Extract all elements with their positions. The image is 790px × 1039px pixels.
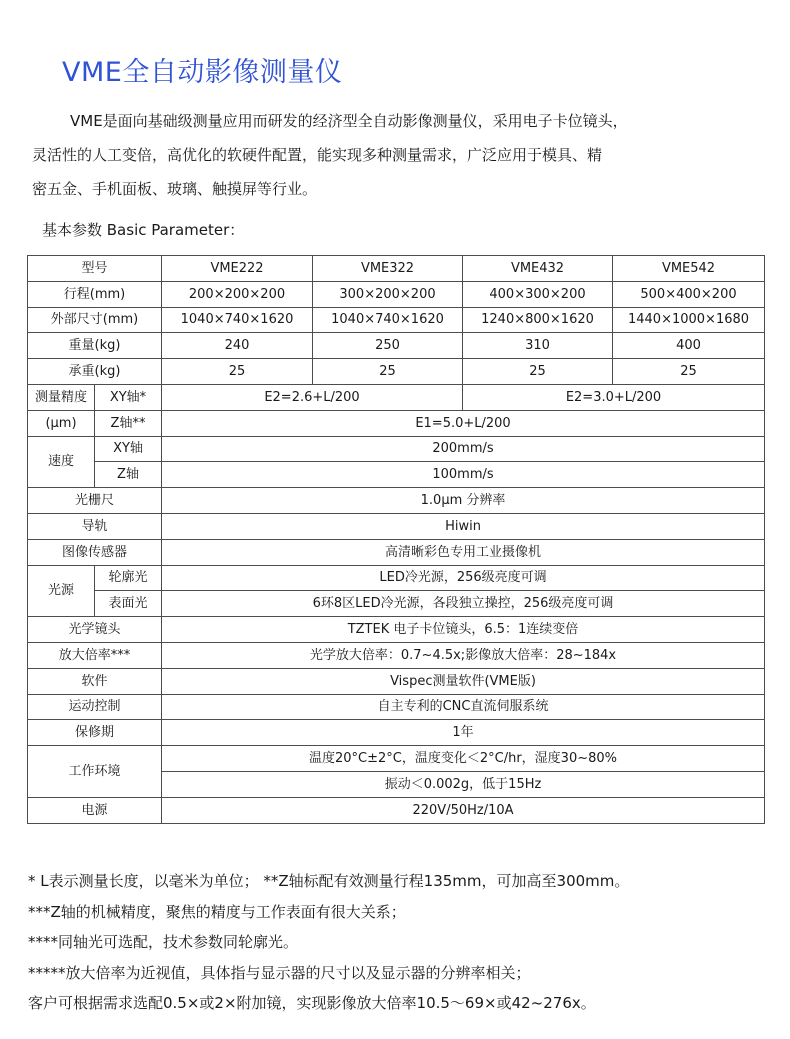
table-row xyxy=(28,668,765,694)
load-cell: 25 xyxy=(162,359,313,385)
power-label: 电源 xyxy=(28,797,162,823)
weight-cell: 310 xyxy=(463,333,613,359)
table-row xyxy=(28,307,765,333)
scale-value: 1.0μm 分辨率 xyxy=(162,488,765,514)
scale-label: 光栅尺 xyxy=(28,488,162,514)
xy-accuracy-label: XY轴* xyxy=(95,384,162,410)
z-speed: 100mm/s xyxy=(162,462,765,488)
speed-label: 速度 xyxy=(28,436,95,488)
mag-value: 光学放大倍率：0.7~4.5x;影像放大倍率：28~184x xyxy=(162,642,765,668)
model-cell: VME542 xyxy=(613,256,765,282)
intro-paragraph xyxy=(32,104,732,206)
xy-speed: 200mm/s xyxy=(162,436,765,462)
lens-value: TZTEK 电子卡位镜头，6.5：1连续变倍 xyxy=(162,617,765,643)
weight-cell: 240 xyxy=(162,333,313,359)
table-row xyxy=(28,384,765,410)
table-row xyxy=(28,720,765,746)
software-label: 软件 xyxy=(28,668,162,694)
footnote: * L表示测量长度，以毫米为单位； **Z轴标配有效测量行程135mm，可加高至300mm。 xyxy=(28,872,630,890)
table-row xyxy=(28,436,765,462)
footnote: ****同轴光可选配，技术参数同轮廓光。 xyxy=(28,933,299,951)
load-cell: 25 xyxy=(463,359,613,385)
mag-label: 放大倍率*** xyxy=(28,642,162,668)
table-row xyxy=(28,488,765,514)
table-row xyxy=(28,359,765,385)
z-accuracy: E1=5.0+L/200 xyxy=(162,410,765,436)
travel-cell: 300×200×200 xyxy=(313,281,463,307)
intro-line: VME是面向基础级测量应用而研发的经济型全自动影像测量仪，采用电子卡位镜头， xyxy=(70,112,628,130)
accuracy-label-2: (μm) xyxy=(28,410,95,436)
table-row xyxy=(28,513,765,539)
table-row xyxy=(28,539,765,565)
table-row xyxy=(28,333,765,359)
spec-table xyxy=(27,255,765,824)
size-label: 外部尺寸(mm) xyxy=(28,307,162,333)
weight-cell: 250 xyxy=(313,333,463,359)
software-value: Vispec测量软件(VME版) xyxy=(162,668,765,694)
warranty-value: 1年 xyxy=(162,720,765,746)
weight-label: 重量(kg) xyxy=(28,333,162,359)
table-row xyxy=(28,797,765,823)
xy-speed-label: XY轴 xyxy=(95,436,162,462)
size-cell: 1440×1000×1680 xyxy=(613,307,765,333)
model-label: 型号 xyxy=(28,256,162,282)
env-value-1: 温度20°C±2°C，温度变化＜2°C/hr，湿度30~80% xyxy=(162,746,765,772)
load-cell: 25 xyxy=(313,359,463,385)
intro-line: 密五金、手机面板、玻璃、触摸屏等行业。 xyxy=(32,180,318,198)
size-cell: 1040×740×1620 xyxy=(313,307,463,333)
sensor-value: 高清晰彩色专用工业摄像机 xyxy=(162,539,765,565)
weight-cell: 400 xyxy=(613,333,765,359)
travel-cell: 200×200×200 xyxy=(162,281,313,307)
xy-accuracy-b: E2=3.0+L/200 xyxy=(463,384,765,410)
page-title: VME全自动影像测量仪 xyxy=(62,57,343,88)
footnote: 客户可根据需求选配0.5×或2×附加镜，实现影像放大倍率10.5～69×或42~276x。 xyxy=(28,994,596,1012)
table-row xyxy=(28,617,765,643)
footnote: ***Z轴的机械精度，聚焦的精度与工作表面有很大关系； xyxy=(28,902,406,921)
control-value: 自主专利的CNC直流伺服系统 xyxy=(162,694,765,720)
table-row xyxy=(28,256,765,282)
model-cell: VME322 xyxy=(313,256,463,282)
contour-value: LED冷光源，256级亮度可调 xyxy=(162,565,765,591)
table-row xyxy=(28,410,765,436)
env-label: 工作环境 xyxy=(28,746,162,798)
footnotes xyxy=(28,866,629,1019)
xy-accuracy-a: E2=2.6+L/200 xyxy=(162,384,463,410)
travel-cell: 400×300×200 xyxy=(463,281,613,307)
table-row xyxy=(28,281,765,307)
surface-value: 6环8区LED冷光源，各段独立操控，256级亮度可调 xyxy=(162,591,765,617)
guide-value: Hiwin xyxy=(162,513,765,539)
light-label: 光源 xyxy=(28,565,95,617)
env-value-2: 振动＜0.002g，低于15Hz xyxy=(162,771,765,797)
size-cell: 1040×740×1620 xyxy=(162,307,313,333)
warranty-label: 保修期 xyxy=(28,720,162,746)
control-label: 运动控制 xyxy=(28,694,162,720)
power-value: 220V/50Hz/10A xyxy=(162,797,765,823)
table-row xyxy=(28,565,765,591)
travel-label: 行程(mm) xyxy=(28,281,162,307)
section-title: 基本参数 Basic Parameter： xyxy=(42,221,245,239)
table-row xyxy=(28,591,765,617)
lens-label: 光学镜头 xyxy=(28,617,162,643)
z-speed-label: Z轴 xyxy=(95,462,162,488)
z-accuracy-label: Z轴** xyxy=(95,410,162,436)
table-row xyxy=(28,694,765,720)
load-cell: 25 xyxy=(613,359,765,385)
table-row xyxy=(28,642,765,668)
guide-label: 导轨 xyxy=(28,513,162,539)
intro-line: 灵活性的人工变倍，高优化的软硬件配置，能实现多种测量需求，广泛应用于模具、精 xyxy=(32,146,603,164)
model-cell: VME222 xyxy=(162,256,313,282)
contour-label: 轮廓光 xyxy=(95,565,162,591)
travel-cell: 500×400×200 xyxy=(613,281,765,307)
table-row xyxy=(28,462,765,488)
accuracy-label-1: 测量精度 xyxy=(28,384,95,410)
surface-label: 表面光 xyxy=(95,591,162,617)
footnote: *****放大倍率为近视值，具体指与显示器的尺寸以及显示器的分辨率相关； xyxy=(28,963,531,982)
size-cell: 1240×800×1620 xyxy=(463,307,613,333)
model-cell: VME432 xyxy=(463,256,613,282)
sensor-label: 图像传感器 xyxy=(28,539,162,565)
load-label: 承重(kg) xyxy=(28,359,162,385)
table-row xyxy=(28,746,765,772)
